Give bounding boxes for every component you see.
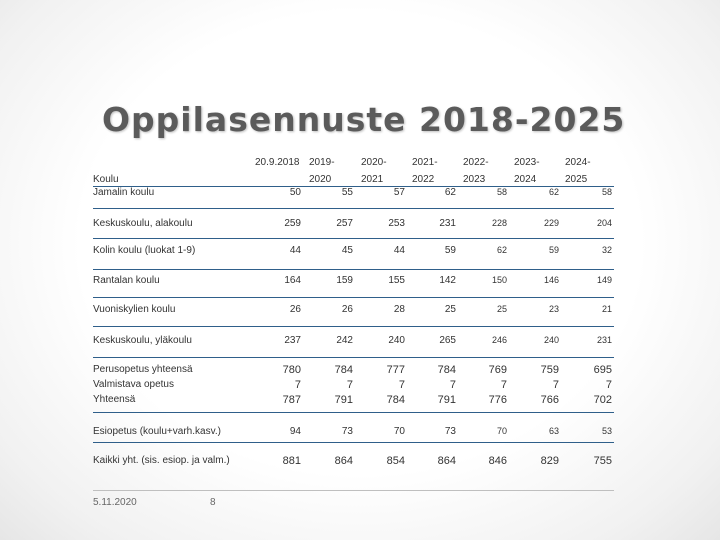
column-header-line1: 2023- xyxy=(514,157,540,168)
row-label: Jamalin koulu xyxy=(93,187,155,198)
table-cell: 776 xyxy=(488,394,507,406)
table-cell: 149 xyxy=(596,275,612,285)
table-cell: 7 xyxy=(552,379,559,391)
table-cell: 257 xyxy=(336,218,353,229)
table-cell: 32 xyxy=(601,245,612,255)
column-header-line2: 2024 xyxy=(514,174,537,185)
row-divider xyxy=(93,412,614,413)
column-header-line2: 2023 xyxy=(463,174,486,185)
column-header xyxy=(463,154,489,188)
column-header-line1: 2020- xyxy=(361,157,387,168)
table-cell: 864 xyxy=(334,455,353,467)
table-cell: 228 xyxy=(491,218,507,228)
table-cell: 28 xyxy=(393,304,405,315)
table-cell: 702 xyxy=(593,394,612,406)
table-cell: 784 xyxy=(386,394,405,406)
table-cell: 25 xyxy=(444,304,456,315)
table-cell: 240 xyxy=(543,335,559,345)
table-cell: 44 xyxy=(393,245,405,256)
table-cell: 237 xyxy=(284,335,301,346)
table-cell: 854 xyxy=(386,455,405,467)
column-header xyxy=(412,154,438,188)
table-cell: 780 xyxy=(282,364,301,376)
table-cell: 70 xyxy=(393,426,405,437)
table-cell: 26 xyxy=(341,304,353,315)
row-label: Kaikki yht. (sis. esiop. ja valm.) xyxy=(93,455,230,466)
table-cell: 7 xyxy=(500,379,507,391)
table-cell: 7 xyxy=(449,379,456,391)
table-cell: 7 xyxy=(346,379,353,391)
table-cell: 769 xyxy=(488,364,507,376)
table-cell: 777 xyxy=(386,364,405,376)
row-divider xyxy=(93,238,614,239)
table-cell: 759 xyxy=(540,364,559,376)
table-cell: 45 xyxy=(341,245,353,256)
table-cell: 73 xyxy=(444,426,456,437)
column-header-line1: 2021- xyxy=(412,157,438,168)
table-cell: 44 xyxy=(289,245,301,256)
table-cell: 204 xyxy=(596,218,612,228)
column-header-school: Koulu xyxy=(93,174,119,185)
column-header xyxy=(255,154,300,171)
table-cell: 829 xyxy=(540,455,559,467)
table-cell: 62 xyxy=(548,187,559,197)
table-cell: 265 xyxy=(439,335,456,346)
table-cell: 73 xyxy=(341,426,353,437)
table-cell: 63 xyxy=(548,426,559,436)
row-divider xyxy=(93,208,614,209)
column-header-line2: 2021 xyxy=(361,174,384,185)
table-cell: 7 xyxy=(398,379,405,391)
row-label: Valmistava opetus xyxy=(93,379,174,390)
slide-title: Oppilasennuste 2018-2025 xyxy=(102,100,626,139)
column-header-line1: 2019- xyxy=(309,157,335,168)
row-divider xyxy=(93,442,614,443)
table-cell: 784 xyxy=(334,364,353,376)
table-cell: 242 xyxy=(336,335,353,346)
column-header-line1: 2022- xyxy=(463,157,489,168)
table-cell: 57 xyxy=(393,187,405,198)
table-cell: 59 xyxy=(444,245,456,256)
table-cell: 25 xyxy=(496,304,507,314)
page-number: 8 xyxy=(210,497,216,508)
table-cell: 259 xyxy=(284,218,301,229)
table-cell: 142 xyxy=(439,275,456,286)
table-cell: 253 xyxy=(388,218,405,229)
table-cell: 150 xyxy=(491,275,507,285)
table-cell: 50 xyxy=(289,187,301,198)
table-cell: 791 xyxy=(334,394,353,406)
table-cell: 21 xyxy=(601,304,612,314)
table-cell: 62 xyxy=(444,187,456,198)
table-cell: 246 xyxy=(491,335,507,345)
table-cell: 791 xyxy=(437,394,456,406)
table-cell: 229 xyxy=(543,218,559,228)
row-label: Keskuskoulu, alakoulu xyxy=(93,218,193,229)
table-cell: 55 xyxy=(341,187,353,198)
footer-divider xyxy=(93,490,614,491)
table-cell: 146 xyxy=(543,275,559,285)
table-cell: 70 xyxy=(496,426,507,436)
table-cell: 62 xyxy=(496,245,507,255)
column-header xyxy=(361,154,387,188)
row-label: Rantalan koulu xyxy=(93,275,160,286)
column-header xyxy=(309,154,335,188)
row-divider xyxy=(93,297,614,298)
column-header-line2: 2020 xyxy=(309,174,332,185)
row-divider xyxy=(93,326,614,327)
row-label: Keskuskoulu, yläkoulu xyxy=(93,335,192,346)
table-cell: 787 xyxy=(282,394,301,406)
table-cell: 23 xyxy=(548,304,559,314)
table-cell: 846 xyxy=(488,455,507,467)
table-cell: 695 xyxy=(593,364,612,376)
column-header-line2: 20.9.2018 xyxy=(255,157,300,168)
row-label: Yhteensä xyxy=(93,394,136,405)
table-cell: 7 xyxy=(294,379,301,391)
table-cell: 155 xyxy=(388,275,405,286)
table-cell: 231 xyxy=(439,218,456,229)
table-cell: 755 xyxy=(593,455,612,467)
column-header-line2: 2022 xyxy=(412,174,435,185)
footer-date: 5.11.2020 xyxy=(93,497,137,508)
table-cell: 53 xyxy=(601,426,612,436)
row-label: Vuoniskylien koulu xyxy=(93,304,176,315)
table-cell: 784 xyxy=(437,364,456,376)
column-header xyxy=(565,154,591,188)
table-cell: 159 xyxy=(336,275,353,286)
table-cell: 864 xyxy=(437,455,456,467)
table-cell: 766 xyxy=(540,394,559,406)
column-header-line1: 2024- xyxy=(565,157,591,168)
table-cell: 240 xyxy=(388,335,405,346)
table-cell: 58 xyxy=(496,187,507,197)
column-header-line2: 2025 xyxy=(565,174,588,185)
table-cell: 231 xyxy=(596,335,612,345)
row-divider xyxy=(93,269,614,270)
table-cell: 58 xyxy=(601,187,612,197)
table-cell: 881 xyxy=(282,455,301,467)
table-cell: 94 xyxy=(289,426,301,437)
table-cell: 7 xyxy=(605,379,612,391)
table-cell: 164 xyxy=(284,275,301,286)
row-label: Perusopetus yhteensä xyxy=(93,364,193,375)
table-cell: 26 xyxy=(289,304,301,315)
row-divider xyxy=(93,357,614,358)
row-label: Esiopetus (koulu+varh.kasv.) xyxy=(93,426,221,437)
column-header xyxy=(514,154,540,188)
table-cell: 59 xyxy=(548,245,559,255)
row-label: Kolin koulu (luokat 1-9) xyxy=(93,245,196,256)
